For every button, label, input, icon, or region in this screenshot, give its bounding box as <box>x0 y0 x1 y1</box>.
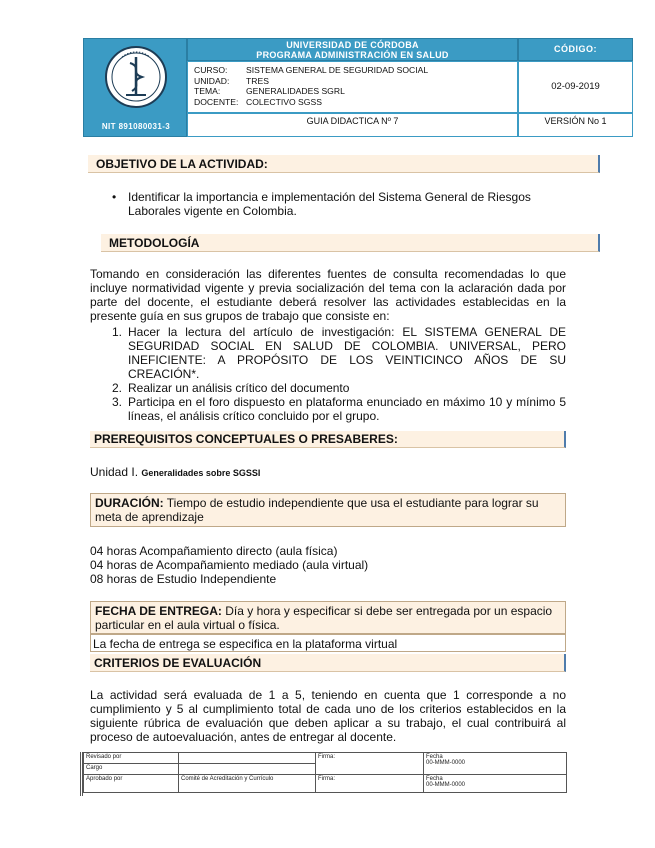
unit-name: Unidad I. <box>90 465 139 479</box>
date-label-2: Fecha <box>426 776 443 782</box>
code-label: CÓDIGO: <box>518 38 633 61</box>
delivery-date-box <box>90 601 566 634</box>
duration-label: DURACIÓN: <box>95 496 164 510</box>
methodology-heading: METODOLOGÍA <box>101 234 600 252</box>
institution-title <box>187 38 518 61</box>
unit-detail: Generalidades sobre SGSSI <box>141 468 261 478</box>
course-info <box>187 61 518 113</box>
duration-line: 04 horas de Acompañamiento mediado (aula virtual) <box>90 558 369 572</box>
topic-label: TEMA: <box>194 86 221 96</box>
document-date: 02-09-2019 <box>518 61 633 113</box>
approval-footer <box>80 752 564 796</box>
table-row <box>84 753 567 764</box>
date-cell <box>424 753 567 775</box>
duration-text: Tiempo de estudio independiente que usa el estudiante para lograr su meta de aprendizaje <box>95 496 539 524</box>
list-item <box>112 381 566 395</box>
cargo-value <box>179 764 316 775</box>
approval-table <box>83 752 567 793</box>
date-label: Fecha <box>426 754 443 760</box>
step-number: 1. <box>112 325 123 339</box>
nit-number: NIT 891080031-3 <box>101 122 171 131</box>
step-number: 2. <box>112 381 123 395</box>
delivery-note: La fecha de entrega se especifica en la plataforma virtual <box>90 634 566 652</box>
table-row <box>84 775 567 793</box>
document-header <box>83 38 633 137</box>
cargo-label: Cargo <box>84 764 179 775</box>
bullet-icon: • <box>112 190 117 204</box>
unit-label: UNIDAD: <box>194 75 230 86</box>
prerequisites-heading: PREREQUISITOS CONCEPTUALES O PRESABERES: <box>90 431 566 448</box>
step-text: Realizar un análisis crítico del documento <box>128 381 350 395</box>
step-number: 3. <box>112 395 123 409</box>
guide-number: GUIA DIDACTICA Nº 7 <box>187 113 518 137</box>
reviewed-label: Revisado por <box>84 753 179 764</box>
version-number: VERSIÓN No 1 <box>518 113 633 137</box>
program-name: PROGRAMA ADMINISTRACIÓN EN SALUD <box>256 50 449 60</box>
course-value: SISTEMA GENERAL DE SEGURIDAD SOCIAL <box>246 65 429 75</box>
topic-value: GENERALIDADES SGRL <box>246 86 345 96</box>
objective-heading: OBJETIVO DE LA ACTIVIDAD: <box>88 155 600 173</box>
date-value-2: 00-MMM-0000 <box>426 782 466 788</box>
delivery-text: Día y hora y especificar si debe ser entregada por un espacio particular en el aula virtual o física. <box>95 604 553 632</box>
criteria-text: La actividad será evaluada de 1 a 5, teniendo en cuenta que 1 corresponde a no cumplimiento y 5 al cumplimiento total de cada uno de los criterios establecidos en la siguiente rúbrica de evaluación que deben aplicar a su trabajo, el cual contribuirá al proceso de autoevaluación, antes de entregar al docente. <box>90 688 566 744</box>
duration-box <box>90 493 566 527</box>
approved-value: Comité de Acreditación y Currículo <box>179 775 316 793</box>
duration-line: 04 horas Acompañamiento directo (aula física) <box>90 544 338 558</box>
signature-label-2: Firma: <box>316 775 424 793</box>
date-cell-2 <box>424 775 567 793</box>
teacher-value: COLECTIVO SGSS <box>246 96 322 107</box>
step-text: Participa en el foro dispuesto en plataforma enunciado en máximo 10 y mínimo 5 líneas, el análisis crítico concluido por el grupo. <box>128 395 566 423</box>
methodology-steps <box>112 325 566 423</box>
list-item <box>112 395 566 423</box>
delivery-label: FECHA DE ENTREGA: <box>95 604 222 618</box>
methodology-intro: Tomando en consideración las diferentes fuentes de consulta recomendadas lo que incluye normatividad vigente y previa socialización del tema con la aclaración dada por parte del docente, el estudiante deberá resolver las actividades establecidas en la presente guía en sus grupos de trabajo que consiste en: <box>90 267 566 323</box>
university-seal-icon <box>104 45 168 109</box>
teacher-label: DOCENTE: <box>194 96 239 107</box>
date-value: 00-MMM-0000 <box>426 760 466 766</box>
course-label: CURSO: <box>194 65 228 75</box>
signature-label: Firma: <box>316 753 424 775</box>
prerequisites-unit <box>90 465 566 480</box>
approved-label: Aprobado por <box>84 775 179 793</box>
logo-cell <box>83 38 187 137</box>
step-text: Hacer la lectura del artículo de investigación: EL SISTEMA GENERAL DE SEGURIDAD SOCIAL EN SALUD DE COLOMBIA. UNIVERSAL, PERO INEFICIENTE: A PROPÓSITO DE LOS VEINTICINCO AÑOS DE SU CREACIÓN*. <box>128 325 566 381</box>
unit-value: TRES <box>246 75 269 86</box>
university-name: UNIVERSIDAD DE CÓRDOBA <box>286 40 419 50</box>
objective-bullet: Identificar la importancia e implementación del Sistema General de Riesgos Laborales vigente en Colombia. <box>128 190 531 218</box>
list-item <box>112 325 566 381</box>
reviewed-value <box>179 753 316 764</box>
duration-hours <box>90 544 566 586</box>
criteria-heading: CRITERIOS DE EVALUACIÓN <box>90 654 566 672</box>
duration-line: 08 horas de Estudio Independiente <box>90 572 277 586</box>
